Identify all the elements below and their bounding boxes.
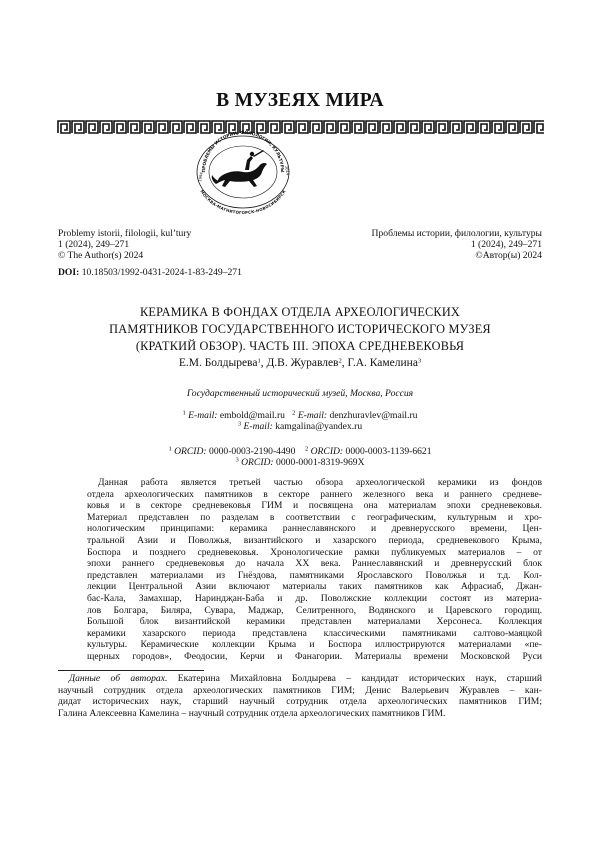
orcid-label: ORCID: [311, 446, 344, 457]
email-link[interactable]: kamgalina@yandex.ru [275, 421, 362, 432]
email-label: E-mail: [188, 410, 217, 421]
authors: Е.М. Болдырева1, Д.В. Журавлев2, Г.А. Камелина3 [0, 357, 600, 369]
orcid-link[interactable]: 0000-0003-1139-6621 [346, 446, 432, 457]
author-name: Д.В. Журавлев [266, 357, 338, 369]
author-footnote [58, 673, 542, 719]
emails: 1 E-mail: embold@mail.ru 2 E-mail: denzhuravlev@mail.ru 3 E-mail: kamgalina@yandex.ru [0, 410, 600, 432]
abstract-line: лов Болгара, Биляра, Сувара, Маджар, Селитренного, Водянского и Царевского городищ. [87, 605, 542, 617]
abstract-line: Боспора и позднего средневековья. Хронологические рамки публикуемых материалов – от [87, 547, 542, 559]
svg-text:ПРОБЛЕМЫ ИСТОРИИ, ФИЛОЛОГИИ, К [201, 130, 285, 173]
journal-meta-cyrillic [372, 228, 542, 261]
abstract-line: тральной Азии и Поволжья, византийского и хазарского периода, средневекового Крыма, [87, 535, 542, 547]
orcid-link[interactable]: 0000-0003-2190-4490 [209, 446, 295, 457]
meta-line: ©Автор(ы) 2024 [372, 250, 542, 261]
email-label: E-mail: [244, 421, 273, 432]
affiliation: Государственный исторический музей, Москва, Россия [0, 388, 600, 399]
meta-line: 1 (2024), 249–271 [58, 239, 191, 250]
abstract-line: эпохи раннего средневековья до начала XX века. Раннеславянский и древнерусский блок [87, 558, 542, 570]
abstract-line: бас-Кала, Замахшар, Нариндҗан-Баба и др. Поволжские коллекции состоят из материа- [87, 593, 542, 605]
meta-line: Проблемы истории, филологии, культуры [372, 228, 542, 239]
abstract-line: Материал представлен по разделам в соответствии с географическим, культурным и хро- [87, 512, 542, 524]
email-link[interactable]: embold@mail.ru [220, 410, 285, 421]
meta-line: 1 (2024), 249–271 [372, 239, 542, 250]
footnote-line: научный сотрудник отдела археологических памятников ГИМ; Денис Валерьевич Журавлев – кан- [58, 685, 542, 697]
orcid-label: ORCID: [174, 446, 207, 457]
article-title [58, 304, 542, 355]
title-line: КЕРАМИКА В ФОНДАХ ОТДЕЛА АРХЕОЛОГИЧЕСКИХ [58, 304, 542, 321]
author-name: Г.А. Камелина [348, 357, 418, 369]
meta-line: © The Author(s) 2024 [58, 250, 191, 261]
abstract-line: нологическим принципами: керамика раннеславянского и древнерусского времени, Цен- [87, 523, 542, 535]
abstract-line: представлен материалами из Гнёздова, памятниками Ярославского Поволжья и т.д. Кол- [87, 570, 542, 582]
journal-emblem [183, 126, 303, 208]
author-sup: 3 [418, 358, 421, 365]
meta-line: Problemy istorii, filologii, kul’tury [58, 228, 191, 239]
abstract-line: щерных городов», Феодосии, Керчи и Фанагории. Материалы времени Московской Руси [87, 651, 542, 663]
abstract-line: ковья и в секторе средневековья ГИМ и посвящена она материалам эпохи средневековья. [87, 500, 542, 512]
footnote-line: Галина Алексеевна Камелина – научный сотрудник отдела археологических памятников ГИМ. [58, 708, 542, 720]
title-line: ПАМЯТНИКОВ ГОСУДАРСТВЕННОГО ИСТОРИЧЕСКОГО МУЗЕЯ [58, 321, 542, 338]
doi-link[interactable]: 10.18503/1992-0431-2024-1-83-249–271 [82, 267, 242, 278]
doi-label: DOI: [58, 267, 79, 278]
emblem-year-left: 1994 [197, 171, 204, 182]
abstract-line: культуры. Керамические коллекции Крыма и Боспора иллюстрируются материалами «пе- [87, 639, 542, 651]
emblem-bottom-text: МОСКВА-МАГНИТОГОРСК-НОВОСИБИРСК [199, 188, 287, 215]
abstract-line: лекции Центральной Азии включают материалы таких памятников как Афрасиаб, Джан- [87, 581, 542, 593]
footnote-line: дидат исторических наук, старший научный сотрудник отдела археологических памятников ГИМ; [58, 696, 542, 708]
email-link[interactable]: denzhuravlev@mail.ru [330, 410, 418, 421]
abstract-line: Данная работа является третьей частью обзора археологической керамики из фондов [87, 477, 542, 489]
emblem-top-text: ПРОБЛЕМЫ ИСТОРИИ, ФИЛОЛОГИИ, КУЛЬТУРЫ [201, 130, 285, 173]
footnote-rule [58, 670, 204, 671]
orcid-label: ORCID: [241, 457, 274, 468]
footnote-label: Данные об авторах. [69, 673, 167, 684]
abstract-line: керамики хазарского периода представлена классическими памятниками салтово-маяцкой [87, 628, 542, 640]
emblem-year-right: 2014 [284, 165, 291, 176]
title-line: (КРАТКИЙ ОБЗОР). ЧАСТЬ III. ЭПОХА СРЕДНЕВЕКОВЬЯ [58, 338, 542, 355]
footnote-text: Екатерина Михайловна Болдырева – кандидат исторических наук, старший [178, 673, 542, 684]
author-sup: 2 [339, 358, 342, 365]
author-sup: 1 [257, 358, 260, 365]
abstract-line: отдела археологических памятников в секторе раннего железного века и раннего средневе- [87, 489, 542, 501]
horse-rider-emblem-icon [212, 150, 267, 187]
doi [58, 267, 242, 278]
orcids: 1 ORCID: 0000-0003-2190-4490 2 ORCID: 0000-0003-1139-6621 3 ORCID: 0000-0001-8319-969X [0, 446, 600, 468]
author-name: Е.М. Болдырева [179, 357, 258, 369]
abstract [87, 477, 542, 663]
journal-meta-latin [58, 228, 191, 261]
svg-text:МОСКВА-МАГНИТОГОРСК-НОВОСИБИРС [199, 188, 287, 215]
section-title: В МУЗЕЯХ МИРА [0, 90, 600, 112]
abstract-line: Большой блок византийской керамики представлен материалами Херсонеса. Коллекция [87, 616, 542, 628]
footnote-line [58, 673, 542, 685]
email-label: E-mail: [298, 410, 327, 421]
orcid-link[interactable]: 0000-0001-8319-969X [276, 457, 364, 468]
